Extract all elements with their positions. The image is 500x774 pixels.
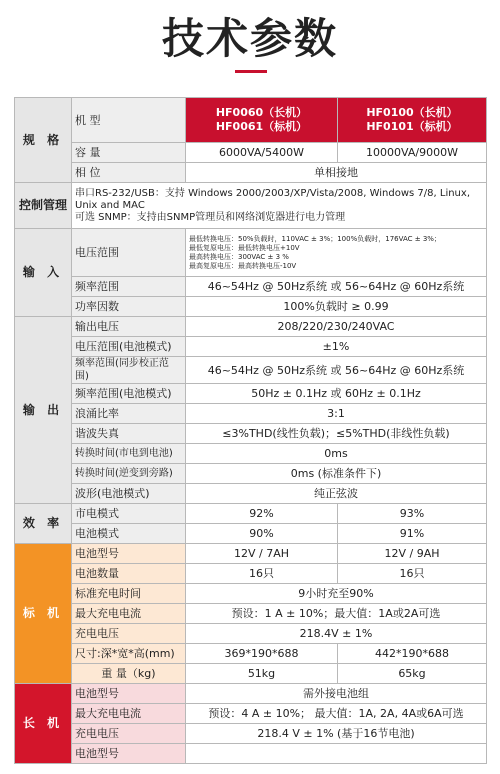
- table-row: [15, 337, 487, 357]
- label-freq-range-batt: 频率范围(电池模式): [72, 384, 186, 404]
- table-row: [15, 464, 487, 484]
- label-voltage-range: 电压范围: [72, 229, 186, 277]
- crest-factor-value: 3:1: [186, 404, 487, 424]
- long-battery-model-value: 需外接电池组: [186, 684, 487, 704]
- table-row: [15, 504, 487, 524]
- std-dimensions-b: 442*190*688: [338, 644, 487, 664]
- line-mode-a: 92%: [186, 504, 338, 524]
- label-model: 机 型: [72, 98, 186, 143]
- std-charge-voltage-value: 218.4V ± 1%: [186, 624, 487, 644]
- freq-range-sync-value: 46~54Hz @ 50Hz系统 或 56~64Hz @ 60Hz系统: [186, 357, 487, 384]
- control-desc: 串口RS-232/USB：支持 Windows 2000/2003/XP/Vista/2008, Windows 7/8, Linux, Unix and MAC 可选 SNMP：支持由SNMP管理员和网络浏览器进行电力管理: [72, 183, 487, 229]
- label-line-mode: 市电模式: [72, 504, 186, 524]
- section-standard: 标 机: [15, 544, 72, 684]
- section-efficiency: 效 率: [15, 504, 72, 544]
- std-weight-b: 65kg: [338, 664, 487, 684]
- table-row: [15, 704, 487, 724]
- table-row: [15, 229, 487, 277]
- label-std-max-charge-current: 最大充电电流: [72, 604, 186, 624]
- battery-mode-a: 90%: [186, 524, 338, 544]
- line-mode-b: 93%: [338, 504, 487, 524]
- label-waveform-batt: 波形(电池模式): [72, 484, 186, 504]
- model-a: HF0060（长机） HF0061（标机）: [186, 98, 338, 143]
- capacity-b: 10000VA/9000W: [338, 143, 487, 163]
- label-long-battery-model: 电池型号: [72, 684, 186, 704]
- phase-value: 单相接地: [186, 163, 487, 183]
- table-row: [15, 644, 487, 664]
- table-row: [15, 544, 487, 564]
- section-spec: 规 格: [15, 98, 72, 183]
- label-transfer-inv-bypass: 转换时间(逆变到旁路): [72, 464, 186, 484]
- table-row: [15, 98, 487, 143]
- table-row: [15, 744, 487, 764]
- freq-range-batt-value: 50Hz ± 0.1Hz 或 60Hz ± 0.1Hz: [186, 384, 487, 404]
- page-title: 技术参数: [161, 14, 338, 63]
- label-freq-range-sync: 频率范围(同步校正范围): [72, 357, 186, 384]
- long-partial-value: [186, 744, 487, 764]
- table-row: [15, 444, 487, 464]
- table-row: [15, 183, 487, 229]
- table-row: [15, 277, 487, 297]
- table-row: [15, 297, 487, 317]
- label-thd: 谐波失真: [72, 424, 186, 444]
- header: [0, 0, 500, 100]
- table-row: [15, 317, 487, 337]
- model-b: HF0100（长机） HF0101（标机）: [338, 98, 487, 143]
- std-battery-model-a: 12V / 7AH: [186, 544, 338, 564]
- label-out-voltage: 输出电压: [72, 317, 186, 337]
- table-row: [15, 524, 487, 544]
- section-long: 长 机: [15, 684, 72, 764]
- long-max-charge-current-value: 预设：4 A ± 10%； 最大值：1A, 2A, 4A或6A可选: [186, 704, 487, 724]
- label-long-partial: 电池型号: [72, 744, 186, 764]
- label-freq-range: 频率范围: [72, 277, 186, 297]
- waveform-batt-value: 纯正弦波: [186, 484, 487, 504]
- label-std-battery-model: 电池型号: [72, 544, 186, 564]
- label-phase: 相 位: [72, 163, 186, 183]
- capacity-a: 6000VA/5400W: [186, 143, 338, 163]
- section-control: 控制管理: [15, 183, 72, 229]
- std-battery-model-b: 12V / 9AH: [338, 544, 487, 564]
- std-dimensions-a: 369*190*688: [186, 644, 338, 664]
- table-row: [15, 163, 487, 183]
- table-row: [15, 404, 487, 424]
- voltage-range-desc: 最低转换电压：50%负载时，110VAC ± 3%；100%负载时，176VAC ± 3%； 最低复原电压：最低转换电压+10V 最高转换电压：300VAC ± 3 % 最高复原电压：最高转换电压-10V: [186, 229, 487, 277]
- table-row: [15, 624, 487, 644]
- std-weight-a: 51kg: [186, 664, 338, 684]
- long-charge-voltage-value: 218.4 V ± 1% (基于16节电池): [186, 724, 487, 744]
- table-row: [15, 143, 487, 163]
- std-battery-qty-b: 16只: [338, 564, 487, 584]
- table-row: [15, 424, 487, 444]
- table-row: [15, 564, 487, 584]
- std-max-charge-current-value: 预设：1 A ± 10%；最大值：1A或2A可选: [186, 604, 487, 624]
- label-capacity: 容 量: [72, 143, 186, 163]
- out-voltage-value: 208/220/230/240VAC: [186, 317, 487, 337]
- section-input: 输 入: [15, 229, 72, 317]
- table-row: [15, 684, 487, 704]
- section-output: 输 出: [15, 317, 72, 504]
- freq-range-value: 46~54Hz @ 50Hz系统 或 56~64Hz @ 60Hz系统: [186, 277, 487, 297]
- table-row: [15, 724, 487, 744]
- transfer-inv-bypass-value: 0ms (标准条件下): [186, 464, 487, 484]
- table-row: [15, 604, 487, 624]
- table-row: [15, 484, 487, 504]
- label-std-dimensions: 尺寸:深*宽*高(mm): [72, 644, 186, 664]
- battery-mode-b: 91%: [338, 524, 487, 544]
- power-factor-value: 100%负载时 ≥ 0.99: [186, 297, 487, 317]
- spec-table: [14, 97, 487, 764]
- table-row: [15, 357, 487, 384]
- label-std-charge-time: 标准充电时间: [72, 584, 186, 604]
- label-long-max-charge-current: 最大充电电流: [72, 704, 186, 724]
- label-crest-factor: 浪涌比率: [72, 404, 186, 424]
- voltage-range-batt-value: ±1%: [186, 337, 487, 357]
- label-std-weight: 重 量（kg): [72, 664, 186, 684]
- thd-value: ≤3%THD(线性负载)；≤5%THD(非线性负载): [186, 424, 487, 444]
- table-row: [15, 664, 487, 684]
- table-row: [15, 584, 487, 604]
- label-long-charge-voltage: 充电电压: [72, 724, 186, 744]
- label-std-battery-qty: 电池数量: [72, 564, 186, 584]
- label-std-charge-voltage: 充电电压: [72, 624, 186, 644]
- transfer-line-batt-value: 0ms: [186, 444, 487, 464]
- label-battery-mode: 电池模式: [72, 524, 186, 544]
- label-voltage-range-batt: 电压范围(电池模式): [72, 337, 186, 357]
- label-power-factor: 功率因数: [72, 297, 186, 317]
- std-battery-qty-a: 16只: [186, 564, 338, 584]
- title-underline: [235, 70, 267, 73]
- table-row: [15, 384, 487, 404]
- label-transfer-line-batt: 转换时间(市电到电池): [72, 444, 186, 464]
- std-charge-time-value: 9小时充至90%: [186, 584, 487, 604]
